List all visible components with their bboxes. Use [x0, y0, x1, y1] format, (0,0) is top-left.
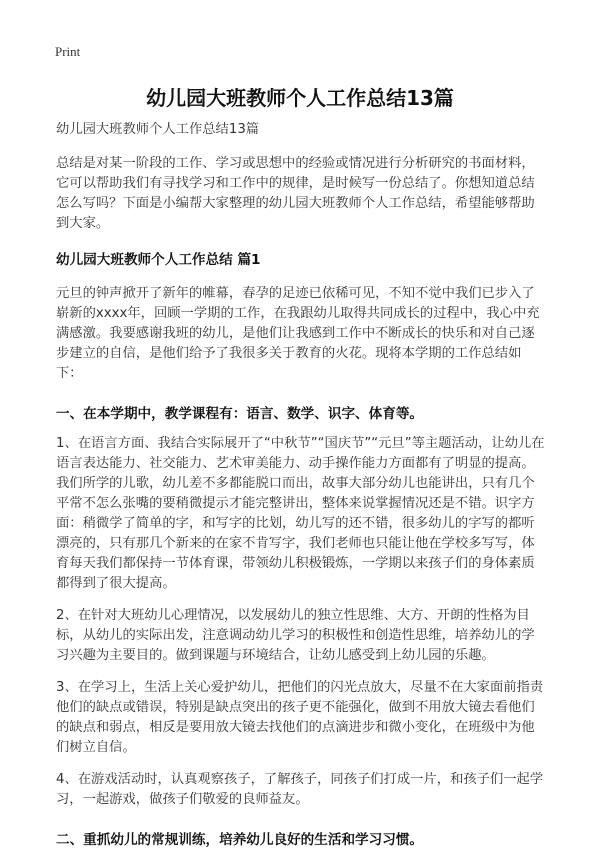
- paragraph-1: 1、在语言方面、我结合实际展开了“中秋节”“国庆节”“元旦”等主题活动，让幼儿在语言表达能力、社交能力、艺术审美能力、动手操作能力方面都有了明显的提高。我们所学的儿歌，幼儿差不多都能脱口而出，故事大部分幼儿也能讲出，只有几个平常不怎么张嘴的要稍微提示才能完整讲出，整体来说掌握情况还是不错。识字方面：稍微学了简单的字，和写字的比划，幼儿写的还不错，很多幼儿的字写的都听漂亮的，只有那几个新来的在家不肯写字，我们老师也只能让他在学校多写写，体育每天我们都保持一节体育课，带领幼儿积极锻炼，一学期以来孩子们的身体素质都得到了很大提高。: [56, 436, 545, 591]
- article-subtitle: 幼儿园大班教师个人工作总结13篇: [56, 122, 260, 137]
- article-heading: 幼儿园大班教师个人工作总结 篇1: [56, 252, 261, 268]
- intro-paragraph: 总结是对某一阶段的工作、学习或思想中的经验或情况进行分析研究的书面材料，它可以帮助我们有寻找学习和工作中的规律，是时候写一份总结了。你想知道总结怎么写吗？下面是小编帮大家整理的幼儿园大班教师个人工作总结，希望能够帮助到大家。: [56, 156, 535, 231]
- print-link[interactable]: Print: [55, 44, 81, 59]
- paragraph-4: 4、在游戏活动时，认真观察孩子，了解孩子，同孩子们打成一片，和孩子们一起学习，一起游戏，做孩子们敬爱的良师益友。: [56, 772, 544, 807]
- page-title: 幼儿园大班教师个人工作总结13篇: [146, 86, 454, 110]
- article-body: [56, 120, 546, 860]
- section-heading-2: 二、重抓幼儿的常规训练，培养幼儿良好的生活和学习习惯。: [56, 832, 424, 848]
- paragraph-2: 2、在针对大班幼儿心理情况，以发展幼儿的独立性思维、大方、开朗的性格为目标，从幼儿的实际出发，注意调动幼儿学习的积极性和创造性思维，培养幼儿的学习兴趣为主要目的。做到课题与环境结合，让幼儿感受到上幼儿园的乐趣。: [56, 608, 535, 663]
- section-heading-1: 一、在本学期中，教学课程有：语言、数学、识字、体育等。: [56, 406, 424, 422]
- paragraph-3: 3、在学习上，生活上关心爱护幼儿，把他们的闪光点放大，尽量不在大家面前指责他们的缺点或错误，特别是缺点突出的孩子更不能强化，做到不用放大镜去看他们的缺点和弱点，相反是要用放大镜去找他们的点滴进步和微小变化，在班级中为他们树立自信。: [56, 680, 544, 755]
- opening-paragraph: 元旦的钟声掀开了新年的帷幕，春孕的足迹已依稀可见，不知不觉中我们已步入了崭新的xxxx年，回顾一学期的工作，在我跟幼儿取得共同成长的过程中，我心中充满感激。我要感谢我班的幼儿，是他们让我感到工作中不断成长的快乐和对自己逐步建立的自信，是他们给予了我很多关于教育的火花。现将本学期的工作总结如下：: [56, 286, 540, 381]
